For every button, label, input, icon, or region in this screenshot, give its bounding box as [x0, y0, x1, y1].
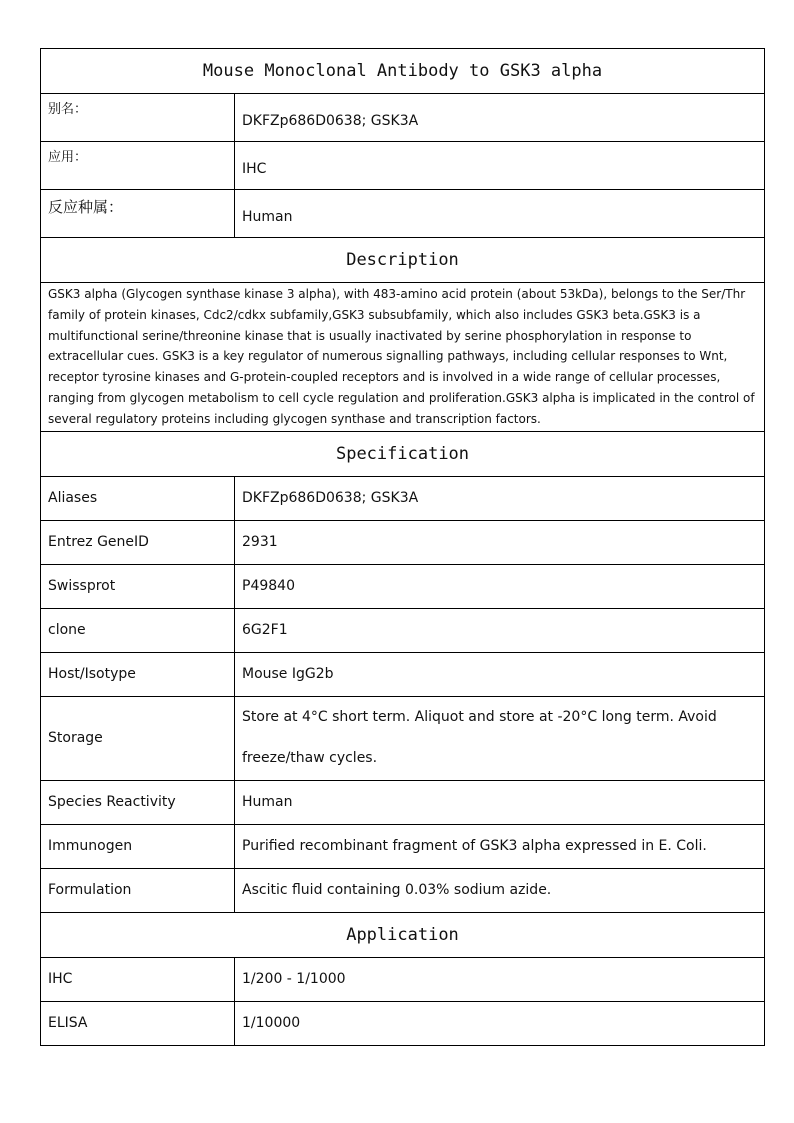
- spec-label: Aliases: [41, 476, 235, 520]
- spec-label: Storage: [41, 696, 235, 780]
- description-heading: Description: [41, 238, 765, 283]
- application-value: 1/10000: [235, 1001, 765, 1045]
- spec-row-storage: [41, 696, 765, 780]
- application-summary-label: 应用：: [41, 142, 235, 190]
- spec-row-swissprot: [41, 564, 765, 608]
- reactivity-summary-row: [41, 190, 765, 238]
- spec-label: Swissprot: [41, 564, 235, 608]
- spec-row-species-reactivity: [41, 780, 765, 824]
- datasheet: [40, 48, 764, 1046]
- application-label: ELISA: [41, 1001, 235, 1045]
- application-row-elisa: [41, 1001, 765, 1045]
- spec-value: DKFZp686D0638; GSK3A: [235, 476, 765, 520]
- spec-value: 2931: [235, 520, 765, 564]
- page-title: Mouse Monoclonal Antibody to GSK3 alpha: [41, 49, 765, 94]
- spec-value: P49840: [235, 564, 765, 608]
- reactivity-summary-value: Human: [235, 190, 765, 238]
- application-label: IHC: [41, 957, 235, 1001]
- spec-label: Entrez GeneID: [41, 520, 235, 564]
- spec-value: Human: [235, 780, 765, 824]
- spec-label: Species Reactivity: [41, 780, 235, 824]
- spec-value: Store at 4°C short term. Aliquot and store at -20°C long term. Avoid freeze/thaw cycles.: [235, 696, 765, 780]
- application-summary-value: IHC: [235, 142, 765, 190]
- application-row-ihc: [41, 957, 765, 1001]
- spec-row-host-isotype: [41, 652, 765, 696]
- spec-row-immunogen: [41, 824, 765, 868]
- alias-label: 别名：: [41, 94, 235, 142]
- spec-label: Immunogen: [41, 824, 235, 868]
- spec-label: clone: [41, 608, 235, 652]
- description-text: GSK3 alpha (Glycogen synthase kinase 3 alpha), with 483-amino acid protein (about 53kDa), belongs to the Ser/Thr family of protein kinases, Cdc2/cdkx subfamily,GSK3 subsubfamily, which also includes GSK3 beta.GSK3 is a multifunctional serine/threonine kinase that is usually inactivated by serine phosphorylation in response to extracellular cues. GSK3 is a key regulator of numerous signalling pathways, including cellular responses to Wnt, receptor tyrosine kinases and G-protein-coupled receptors and is involved in a wide range of cellular processes, ranging from glycogen metabolism to cell cycle regulation and proliferation.GSK3 alpha is implicated in the control of several regulatory proteins including glycogen synthase and transcription factors.: [41, 283, 765, 432]
- spec-value: 6G2F1: [235, 608, 765, 652]
- application-value: 1/200 - 1/1000: [235, 957, 765, 1001]
- spec-row-formulation: [41, 868, 765, 912]
- application-summary-row: [41, 142, 765, 190]
- spec-row-clone: [41, 608, 765, 652]
- reactivity-summary-label: 反应种属：: [41, 190, 235, 238]
- spec-value: Ascitic fluid containing 0.03% sodium azide.: [235, 868, 765, 912]
- alias-value: DKFZp686D0638; GSK3A: [235, 94, 765, 142]
- spec-label: Host/Isotype: [41, 652, 235, 696]
- spec-row-aliases: [41, 476, 765, 520]
- spec-value: Purified recombinant fragment of GSK3 alpha expressed in E. Coli.: [235, 824, 765, 868]
- spec-label: Formulation: [41, 868, 235, 912]
- spec-row-entrez-geneid: [41, 520, 765, 564]
- spec-value: Mouse IgG2b: [235, 652, 765, 696]
- alias-row: [41, 94, 765, 142]
- specification-heading: Specification: [41, 431, 765, 476]
- application-heading: Application: [41, 912, 765, 957]
- datasheet-table: [40, 48, 765, 1046]
